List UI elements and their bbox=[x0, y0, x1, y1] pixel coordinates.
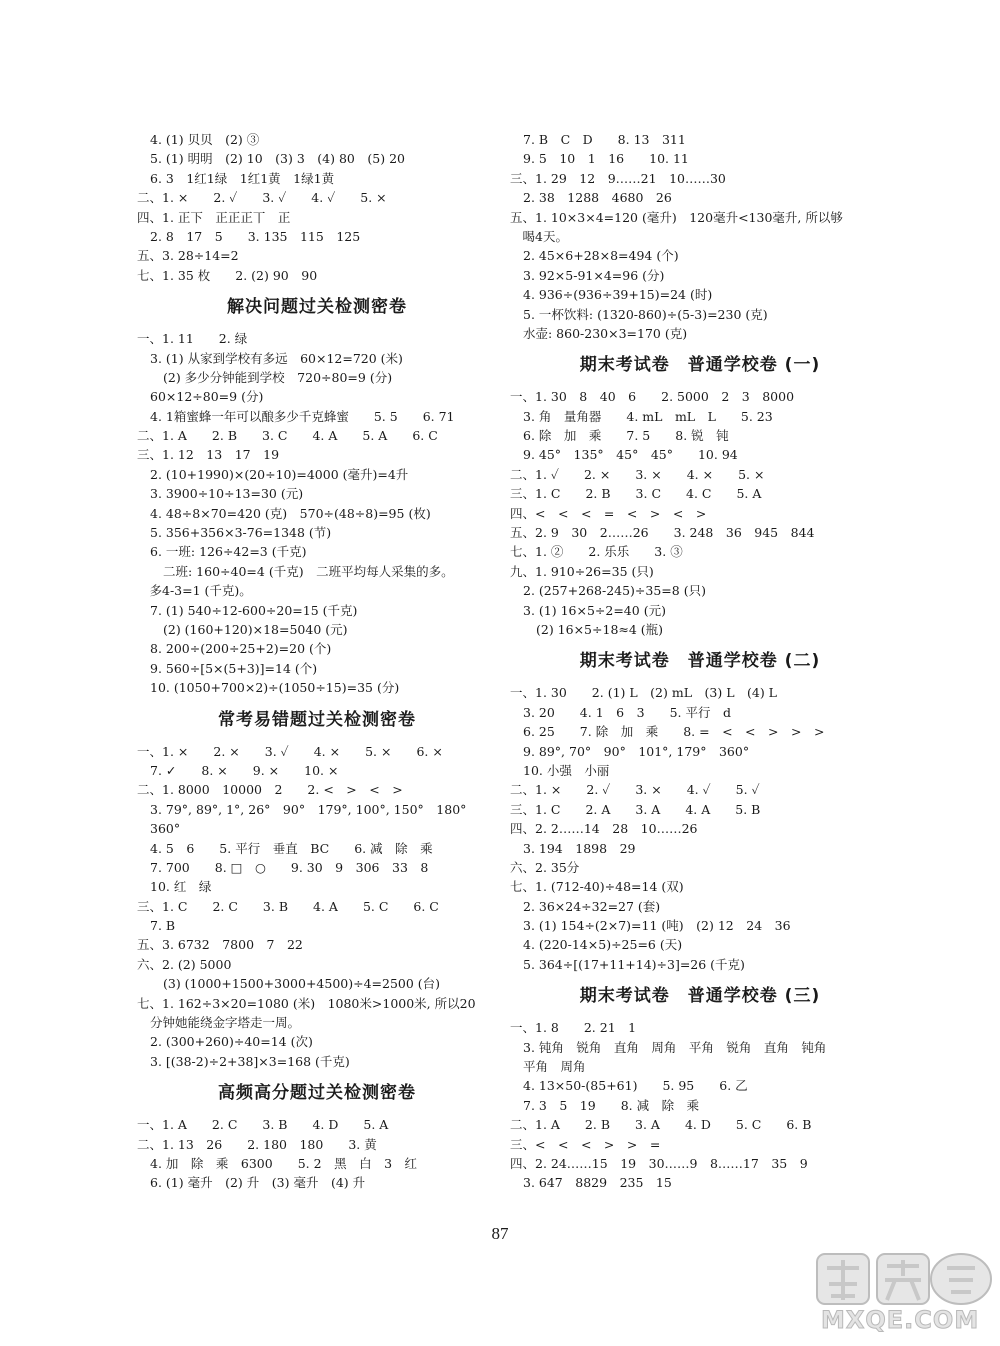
answer-line: 10. 小强 小丽 bbox=[523, 762, 610, 778]
answer-line: 5. 356+356×3-76=1348 (节) bbox=[150, 525, 332, 541]
answer-line: 平角 周角 bbox=[523, 1059, 586, 1075]
answer-line: 六、2. 35分 bbox=[510, 859, 580, 875]
answer-line: 2. 36×24÷32=27 (套) bbox=[523, 898, 661, 914]
answer-line: 3. 3900÷10÷13=30 (元) bbox=[150, 486, 304, 502]
answer-line: 9. 5 10 1 16 10. 11 bbox=[523, 151, 689, 167]
answer-line: 喝4天。 bbox=[510, 228, 568, 244]
answer-line: 60×12÷80=9 (分) bbox=[150, 389, 264, 405]
answer-line: 五、3. 28÷14=2 bbox=[137, 248, 239, 264]
answer-line: 水壶: 860-230×3=170 (克) bbox=[523, 325, 688, 341]
answer-line: 10. 红 绿 bbox=[150, 879, 212, 895]
section-heading: 期末考试卷 普通学校卷 (一) bbox=[579, 355, 821, 376]
answer-line: 四、1. 正下 正正正丅 正 bbox=[137, 209, 291, 225]
answer-line: 9. 560÷[5×(5+3)]=14 (个) bbox=[150, 660, 318, 676]
answer-line: 一、1. 30 8 40 6 2. 5000 2 3 8000 bbox=[510, 389, 795, 405]
answer-line: 3. (1) 从家到学校有多远 60×12=720 (米) bbox=[150, 350, 403, 366]
section-heading: 期末考试卷 普通学校卷 (三) bbox=[579, 986, 821, 1007]
answer-line: 分钟她能绕金字塔走一周。 bbox=[150, 1015, 301, 1031]
answer-line: 3. 647 8829 235 15 bbox=[523, 1175, 672, 1191]
answer-line: 3. 20 4. 1 6 3 5. 平行 d bbox=[523, 704, 731, 720]
answer-line: 8. 200÷(200÷25+2)=20 (个) bbox=[150, 641, 332, 657]
answer-line: 2. 8 17 5 3. 135 115 125 bbox=[150, 228, 361, 244]
answer-line: 7. (1) 540÷12-600÷20=15 (千克) bbox=[150, 602, 358, 618]
answer-line: 3. (1) 16×5÷2=40 (元) bbox=[523, 602, 666, 618]
answer-line: 五、1. 10×3×4=120 (毫升) 120毫升<130毫升, 所以够 bbox=[510, 209, 843, 225]
answer-line: 二、1. 8000 10000 2 2. < > < > bbox=[137, 782, 403, 798]
answer-line: 9. 89°, 70° 90° 101°, 179° 360° bbox=[523, 743, 750, 759]
answer-line: 多4-3=1 (千克)。 bbox=[137, 583, 252, 599]
answer-line: 二、1. × 2. ✓ 3. × 4. ✓ 5. ✓ bbox=[510, 782, 760, 798]
answer-line: 四、2. 24……15 19 30……9 8……17 35 9 bbox=[510, 1155, 808, 1171]
answer-line: 6. (1) 毫升 (2) 升 (3) 毫升 (4) 升 bbox=[150, 1175, 366, 1191]
answer-line: 七、1. 35 枚 2. (2) 90 90 bbox=[137, 267, 318, 283]
answer-line: 三、1. 29 12 9……21 10……30 bbox=[510, 170, 726, 186]
section-heading: 常考易错题过关检测密卷 bbox=[218, 709, 416, 730]
answer-line: 一、1. 11 2. 绿 bbox=[137, 331, 248, 347]
answer-line: 三、1. C 2. C 3. B 4. A 5. C 6. C bbox=[137, 898, 439, 914]
watermark-logo bbox=[815, 1250, 995, 1340]
answer-line: 7. 3 5 19 8. 减 除 乘 bbox=[523, 1097, 700, 1113]
answer-line: 一、1. 30 2. (1) L (2) mL (3) L (4) L bbox=[510, 685, 777, 701]
answer-line: 4. 48÷8×70=420 (克) 570÷(48÷8)=95 (枚) bbox=[150, 505, 431, 521]
answer-line: 一、1. 8 2. 21 1 bbox=[510, 1020, 637, 1036]
answer-line: 7. 700 8. □ ○ 9. 30 9 306 33 8 bbox=[150, 859, 429, 875]
answer-line: (2) 16×5÷18≈4 (瓶) bbox=[536, 621, 664, 637]
answer-line: (2) 多少分钟能到学校 720÷80=9 (分) bbox=[163, 369, 393, 385]
answer-line: 一、1. × 2. × 3. ✓ 4. × 5. × 6. × bbox=[137, 743, 443, 759]
answer-line: 4. 1箱蜜蜂一年可以酿多少千克蜂蜜 5. 5 6. 71 bbox=[150, 408, 455, 424]
left-answer-column bbox=[137, 130, 497, 1193]
answer-line: 3. 79°, 89°, 1°, 26° 90° 179°, 100°, 150° 180° bbox=[150, 801, 467, 817]
answer-line: 7. B C D 8. 13 311 bbox=[523, 132, 686, 147]
answer-line: 5. 364÷[(17+11+14)÷3]=26 (千克) bbox=[523, 956, 745, 972]
answer-circle-logo-icon bbox=[815, 1250, 995, 1308]
answer-line: 10. (1050+700×2)÷(1050÷15)=35 (分) bbox=[150, 680, 400, 696]
answer-line: 4. 5 6 5. 平行 垂直 BC 6. 减 除 乘 bbox=[150, 840, 433, 856]
answer-line: 5. 一杯饮料: (1320-860)÷(5-3)=230 (克) bbox=[523, 306, 768, 322]
answer-line: 3. [(38-2)÷2+38]×3=168 (千克) bbox=[150, 1053, 350, 1069]
answer-line: 3. 钝角 锐角 直角 周角 平角 锐角 直角 钝角 bbox=[523, 1039, 827, 1055]
answer-line: (3) (1000+1500+3000+4500)÷4=2500 (台) bbox=[163, 976, 441, 992]
answer-line: 2. (10+1990)×(20÷10)=4000 (毫升)=4升 bbox=[150, 466, 409, 482]
answer-line: 七、1. ② 2. 乐乐 3. ③ bbox=[510, 544, 683, 560]
answer-line: 二、1. A 2. B 3. C 4. A 5. A 6. C bbox=[137, 428, 438, 444]
answer-line: 六、2. (2) 5000 bbox=[137, 956, 232, 972]
answer-line: 2. (300+260)÷40=14 (次) bbox=[150, 1034, 313, 1050]
answer-line: 4. 936÷(936÷39+15)=24 (时) bbox=[523, 287, 713, 303]
watermark-site-text: MXQE.COM bbox=[821, 1306, 980, 1334]
answer-line: 七、1. 162÷3×20=1080 (米) 1080米>1000米, 所以20 bbox=[137, 995, 476, 1011]
answer-line: 2. (257+268-245)÷35=8 (只) bbox=[523, 583, 706, 599]
answer-line: 5. (1) 明明 (2) 10 (3) 3 (4) 80 (5) 20 bbox=[150, 151, 405, 167]
answer-line: 一、1. A 2. C 3. B 4. D 5. A bbox=[137, 1117, 389, 1133]
answer-line: 三、< < < > > = bbox=[510, 1136, 661, 1152]
section-heading: 高频高分题过关检测密卷 bbox=[218, 1083, 416, 1104]
answer-line: 6. 3 1红1绿 1红1黄 1绿1黄 bbox=[150, 170, 335, 186]
answer-line: 二、1. 13 26 2. 180 180 3. 黄 bbox=[137, 1136, 377, 1152]
answer-line: 2. 45×6+28×8=494 (个) bbox=[523, 248, 679, 264]
page-number: 87 bbox=[491, 1224, 509, 1243]
answer-line: 三、1. C 2. A 3. A 4. A 5. B bbox=[510, 801, 761, 817]
answer-line: 6. 一班: 126÷42=3 (千克) bbox=[150, 544, 307, 560]
answer-line: 3. 92×5-91×4=96 (分) bbox=[523, 267, 665, 283]
answer-line: 四、< < < = < > < > bbox=[510, 505, 707, 521]
answer-line: 4. 加 除 乘 6300 5. 2 黑 白 3 红 bbox=[150, 1155, 418, 1171]
answer-line: 4. (220-14×5)÷25=6 (天) bbox=[523, 937, 683, 953]
answer-line: 五、3. 6732 7800 7 22 bbox=[137, 937, 303, 953]
answer-line: 4. (1) 贝贝 (2) ③ bbox=[150, 132, 260, 147]
answer-line: 七、1. (712-40)÷48=14 (双) bbox=[510, 879, 684, 895]
answer-line: 四、2. 2……14 28 10……26 bbox=[510, 821, 698, 837]
answer-line: 3. 角 量角器 4. mL mL L 5. 23 bbox=[523, 408, 773, 424]
answer-line: 二、1. A 2. B 3. A 4. D 5. C 6. B bbox=[510, 1117, 812, 1133]
answer-line: 二、1. × 2. ✓ 3. ✓ 4. ✓ 5. × bbox=[137, 190, 387, 206]
answer-line: 三、1. 12 13 17 19 bbox=[137, 447, 280, 463]
answer-line: 7. B bbox=[150, 918, 176, 934]
answer-line: 三、1. C 2. B 3. C 4. C 5. A bbox=[510, 486, 762, 502]
section-heading: 期末考试卷 普通学校卷 (二) bbox=[579, 651, 821, 672]
answer-line: 9. 45° 135° 45° 45° 10. 94 bbox=[523, 447, 738, 463]
answer-line: 二班: 160÷40=4 (千克) 二班平均每人采集的多。 bbox=[163, 563, 454, 579]
answer-line: 7. ✓ 8. × 9. × 10. × bbox=[150, 762, 339, 778]
answer-line: 五、2. 9 30 2……26 3. 248 36 945 844 bbox=[510, 525, 815, 541]
answer-line: 九、1. 910÷26=35 (只) bbox=[510, 563, 654, 579]
answer-line: 2. 38 1288 4680 26 bbox=[523, 190, 672, 206]
answer-line: 二、1. ✓ 2. × 3. × 4. × 5. × bbox=[510, 466, 765, 482]
answer-line: (2) (160+120)×18=5040 (元) bbox=[163, 621, 348, 637]
answer-line: 6. 除 加 乘 7. 5 8. 锐 钝 bbox=[523, 428, 729, 444]
right-answer-column bbox=[510, 130, 890, 1193]
section-heading: 解决问题过关检测密卷 bbox=[227, 297, 407, 318]
answer-line: 360° bbox=[150, 821, 181, 837]
answer-line: 6. 25 7. 除 加 乘 8. = < < > > > bbox=[523, 724, 825, 740]
answer-line: 4. 13×50-(85+61) 5. 95 6. 乙 bbox=[523, 1078, 748, 1094]
answer-line: 3. (1) 154÷(2×7)=11 (吨) (2) 12 24 36 bbox=[523, 918, 791, 934]
answer-line: 3. 194 1898 29 bbox=[523, 840, 636, 856]
